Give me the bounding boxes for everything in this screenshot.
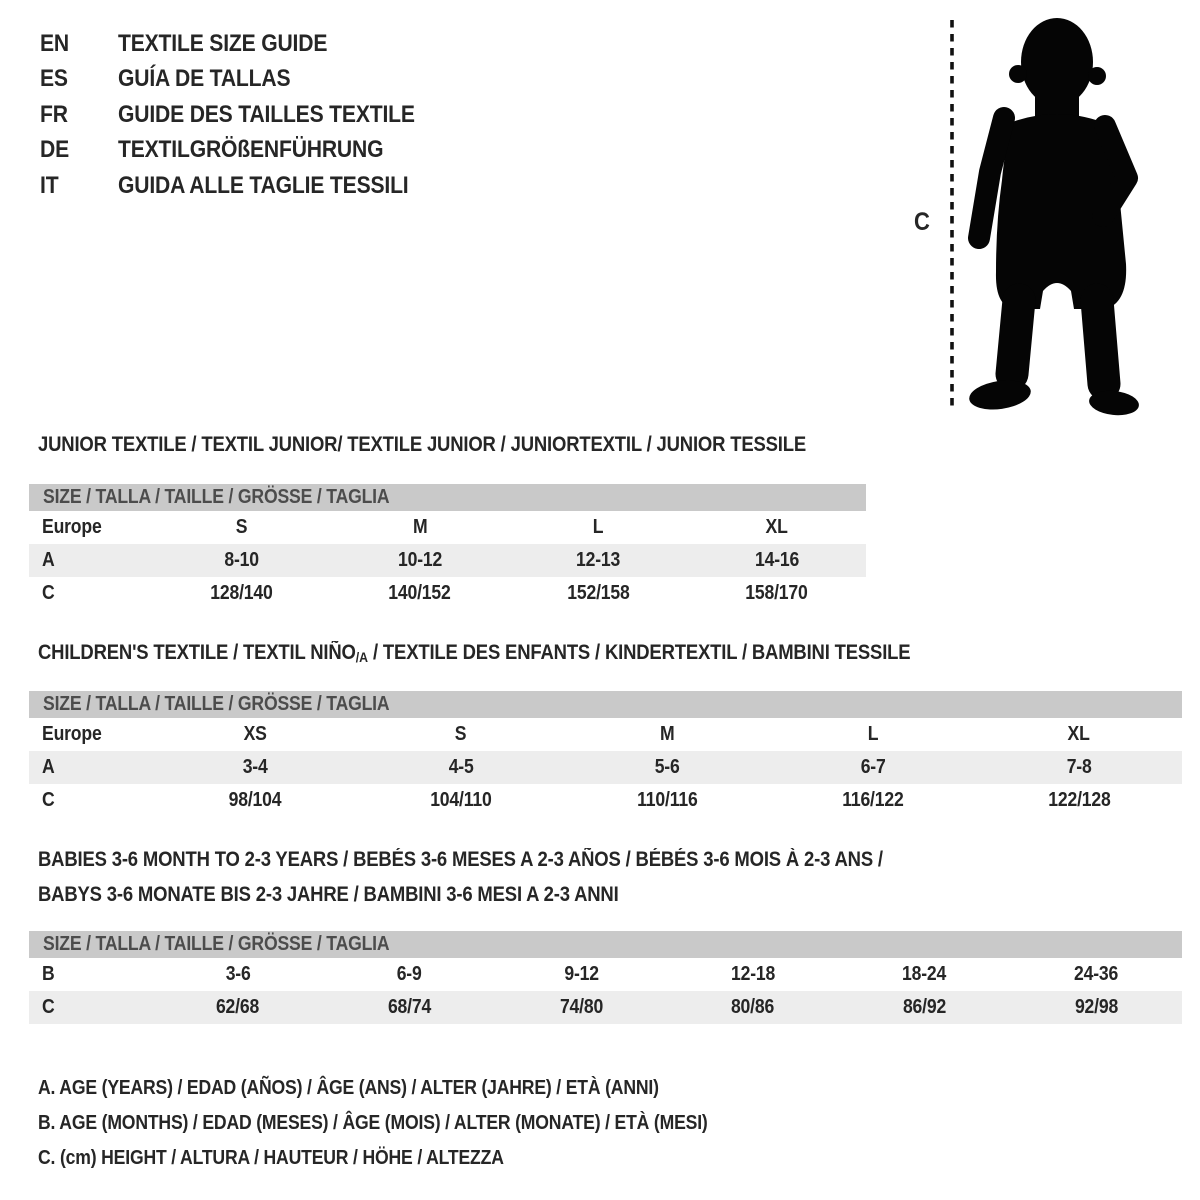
months-value: 12-18 <box>730 963 775 985</box>
junior-columns-row <box>29 511 866 544</box>
language-label: TEXTILE SIZE GUIDE <box>118 29 328 57</box>
height-value: 80/86 <box>731 996 775 1018</box>
size-column-header: XS <box>243 723 267 745</box>
children-age-row <box>29 751 1182 784</box>
height-value: 74/80 <box>559 996 603 1018</box>
age-value: 8-10 <box>223 549 259 571</box>
babies-size-header-bar: SIZE / TALLA / TAILLE / GRÖSSE / TAGLIA <box>29 931 1182 958</box>
age-value: 6-7 <box>860 756 886 778</box>
months-value: 24-36 <box>1074 963 1119 985</box>
language-row-de <box>40 133 455 169</box>
language-label: GUÍA DE TALLAS <box>118 65 291 93</box>
height-value: 128/140 <box>210 582 273 604</box>
age-value: 14-16 <box>754 549 799 571</box>
size-column-header: XL <box>765 516 788 538</box>
row-label: C <box>42 582 55 604</box>
size-column-header: XL <box>1067 723 1091 745</box>
size-column-header: M <box>659 723 675 745</box>
babies-section-title <box>38 842 998 912</box>
months-value: 9-12 <box>563 963 599 985</box>
height-value: 116/122 <box>842 789 904 811</box>
language-code: EN <box>40 29 69 57</box>
language-label: GUIDA ALLE TAGLIE TESSILI <box>118 171 409 199</box>
size-column-header: S <box>455 723 467 745</box>
row-label: A <box>42 756 55 778</box>
legend-height-cm: C. (cm) HEIGHT / ALTURA / HAUTEUR / HÖHE / ALTEZZA <box>38 1147 504 1169</box>
children-size-header-bar: SIZE / TALLA / TAILLE / GRÖSSE / TAGLIA <box>29 691 1182 718</box>
legend-age-years: A. AGE (YEARS) / EDAD (AÑOS) / ÂGE (ANS) / ALTER (JAHRE) / ETÀ (ANNI) <box>38 1077 659 1099</box>
size-column-header: L <box>867 723 879 745</box>
height-value: 86/92 <box>902 996 947 1018</box>
height-value: 110/116 <box>636 789 698 811</box>
language-row-it <box>40 168 455 204</box>
language-row-fr <box>40 97 455 133</box>
region-column-header: Europe <box>42 723 102 745</box>
months-value: 3-6 <box>225 963 251 985</box>
height-value: 92/98 <box>1074 996 1118 1018</box>
height-value: 104/110 <box>430 789 492 811</box>
children-height-row <box>29 784 1182 817</box>
language-row-es <box>40 62 455 98</box>
height-value: 98/104 <box>228 789 282 811</box>
babies-title-line-1: BABIES 3-6 MONTH TO 2-3 YEARS / BEBÉS 3-6 MESES A 2-3 AÑOS / BÉBÉS 3-6 MOIS À 2-3 ANS / <box>38 848 883 871</box>
age-value: 10-12 <box>397 549 442 571</box>
language-list <box>40 26 455 204</box>
children-columns-row <box>29 718 1182 751</box>
row-label: A <box>42 549 55 571</box>
toddler-silhouette-figure <box>900 12 1160 418</box>
age-value: 7-8 <box>1066 756 1092 778</box>
row-label: C <box>42 996 55 1018</box>
junior-size-table <box>29 484 866 610</box>
language-row-en <box>40 26 455 62</box>
size-column-header: S <box>235 516 248 538</box>
legend-age-months: B. AGE (MONTHS) / EDAD (MESES) / ÂGE (MOIS) / ALTER (MONATE) / ETÀ (MESI) <box>38 1112 708 1134</box>
age-value: 12-13 <box>576 549 621 571</box>
children-section-title: CHILDREN'S TEXTILE / TEXTIL NIÑO/A / TEXTILE DES ENFANTS / KINDERTEXTIL / BAMBINI TESSILE <box>38 641 911 665</box>
legend <box>38 1071 799 1176</box>
babies-title-line-2: BABYS 3-6 MONATE BIS 2-3 JAHRE / BAMBINI 3-6 MESI A 2-3 ANNI <box>38 883 619 906</box>
babies-size-table <box>29 931 1182 1024</box>
language-label: TEXTILGRÖßENFÜHRUNG <box>118 136 384 164</box>
children-size-table <box>29 691 1182 817</box>
row-label: C <box>42 789 55 811</box>
row-label: B <box>42 963 55 985</box>
babies-months-row <box>29 958 1182 991</box>
height-value: 140/152 <box>388 582 451 604</box>
height-value: 152/158 <box>567 582 630 604</box>
size-column-header: M <box>412 516 427 538</box>
height-value: 62/68 <box>216 996 260 1018</box>
age-value: 4-5 <box>448 756 474 778</box>
age-value: 3-4 <box>242 756 268 778</box>
language-code: FR <box>40 100 68 128</box>
size-column-header: L <box>592 516 604 538</box>
nino-a-subscript: /A <box>355 649 369 665</box>
months-value: 6-9 <box>397 963 422 985</box>
height-value: 122/128 <box>1047 789 1111 811</box>
height-measure-label: C <box>914 208 930 236</box>
region-column-header: Europe <box>42 516 102 538</box>
height-value: 158/170 <box>745 582 808 604</box>
language-label: GUIDE DES TAILLES TEXTILE <box>118 100 415 128</box>
language-code: ES <box>40 65 68 93</box>
age-value: 5-6 <box>654 756 680 778</box>
junior-height-row <box>29 577 866 610</box>
toddler-silhouette <box>967 18 1140 418</box>
height-value: 68/74 <box>387 996 432 1018</box>
babies-height-row <box>29 991 1182 1024</box>
junior-age-row <box>29 544 866 577</box>
months-value: 18-24 <box>902 963 947 985</box>
language-code: IT <box>40 171 59 199</box>
language-code: DE <box>40 136 69 164</box>
junior-section-title: JUNIOR TEXTILE / TEXTIL JUNIOR/ TEXTILE JUNIOR / JUNIORTEXTIL / JUNIOR TESSILE <box>38 433 807 456</box>
junior-size-header-bar: SIZE / TALLA / TAILLE / GRÖSSE / TAGLIA <box>29 484 866 511</box>
